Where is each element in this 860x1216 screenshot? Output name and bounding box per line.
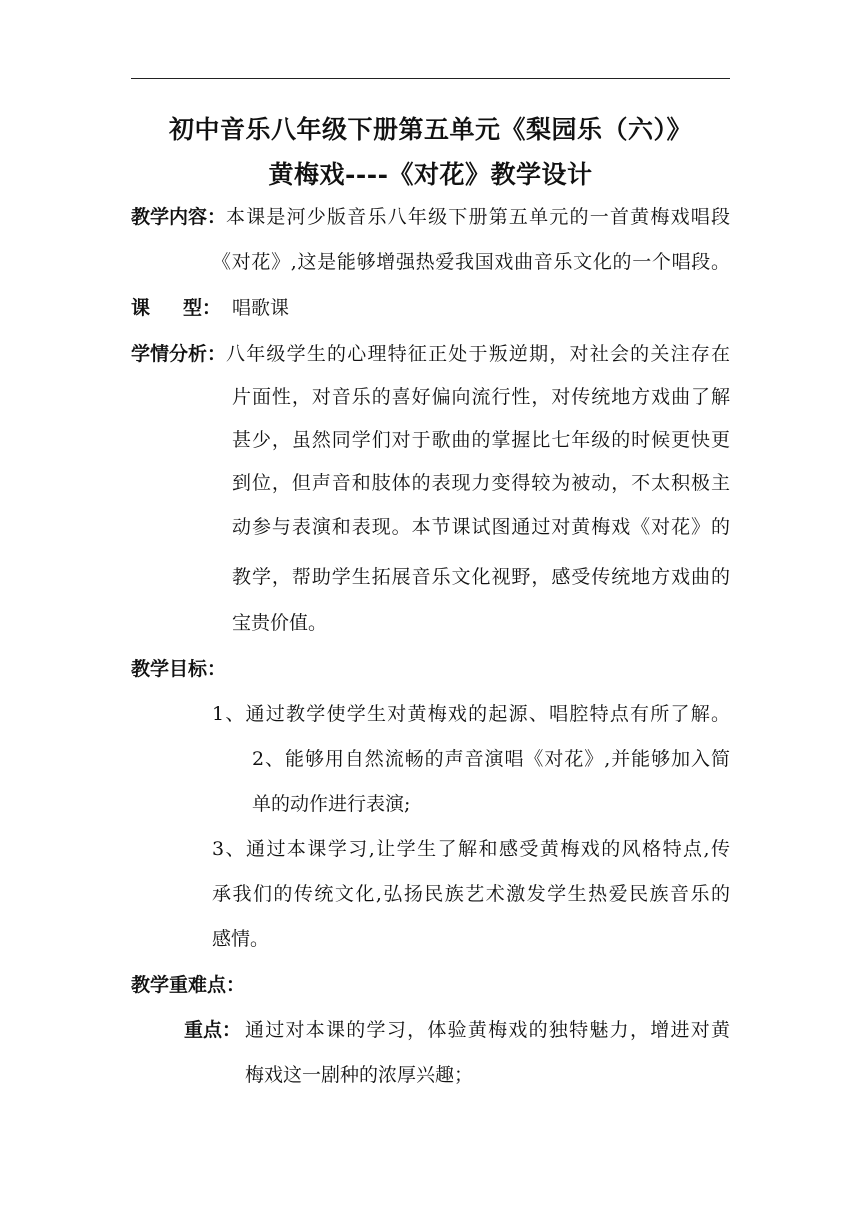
analysis-line-5: 动参与表演和表现。本节课试图通过对黄梅戏《对花》的 — [232, 516, 730, 538]
type-label-char-1: 课 — [131, 297, 151, 319]
goal-2-line-2: 单的动作进行表演; — [252, 793, 411, 815]
analysis-line-4: 到位，但声音和肢体的表现力变得较为被动，不太积极主 — [232, 472, 730, 494]
goal-3-line-3: 感情。 — [212, 928, 270, 950]
analysis-line-7: 宝贵价值。 — [232, 612, 328, 634]
document-title-line-1: 初中音乐八年级下册第五单元《梨园乐（六）》 — [168, 115, 692, 144]
analysis-line-6: 教学，帮助学生拓展音乐文化视野，感受传统地方戏曲的 — [232, 566, 730, 588]
header-rule — [131, 78, 730, 79]
goal-2-line-1: 2、能够用自然流畅的声音演唱《对花》,并能够加入简 — [252, 748, 730, 770]
content-line-1: 本课是河少版音乐八年级下册第五单元的一首黄梅戏唱段 — [226, 206, 730, 228]
focus-line-2: 梅戏这一剧种的浓厚兴趣； — [245, 1064, 474, 1086]
type-label-char-2: 型： — [183, 297, 222, 319]
goals-label: 教学目标： — [131, 658, 227, 680]
document-title-line-2: 黄梅戏----《对花》教学设计 — [268, 160, 593, 189]
analysis-label: 学情分析： — [131, 343, 227, 365]
content-line-2: 《对花》,这是能够增强热爱我国戏曲音乐文化的一个唱段。 — [212, 251, 730, 273]
goal-3-line-2: 承我们的传统文化,弘扬民族艺术激发学生热爱民族音乐的 — [212, 883, 730, 905]
keypoints-label: 教学重难点： — [131, 974, 246, 996]
analysis-line-3: 甚少，虽然同学们对于歌曲的掌握比七年级的时候更快更 — [232, 429, 730, 451]
analysis-line-2: 片面性，对音乐的喜好偏向流行性，对传统地方戏曲了解 — [232, 386, 730, 408]
analysis-line-1: 八年级学生的心理特征正处于叛逆期，对社会的关注存在 — [226, 343, 730, 365]
goal-3-line-1: 3、通过本课学习,让学生了解和感受黄梅戏的风格特点,传 — [212, 838, 730, 860]
type-value: 唱歌课 — [232, 297, 290, 319]
focus-line-1: 通过对本课的学习，体验黄梅戏的独特魅力，增进对黄 — [245, 1019, 730, 1041]
goal-1: 1、通过教学使学生对黄梅戏的起源、唱腔特点有所了解。 — [212, 703, 730, 725]
focus-label: 重点： — [184, 1019, 242, 1041]
content-label: 教学内容： — [131, 206, 227, 228]
